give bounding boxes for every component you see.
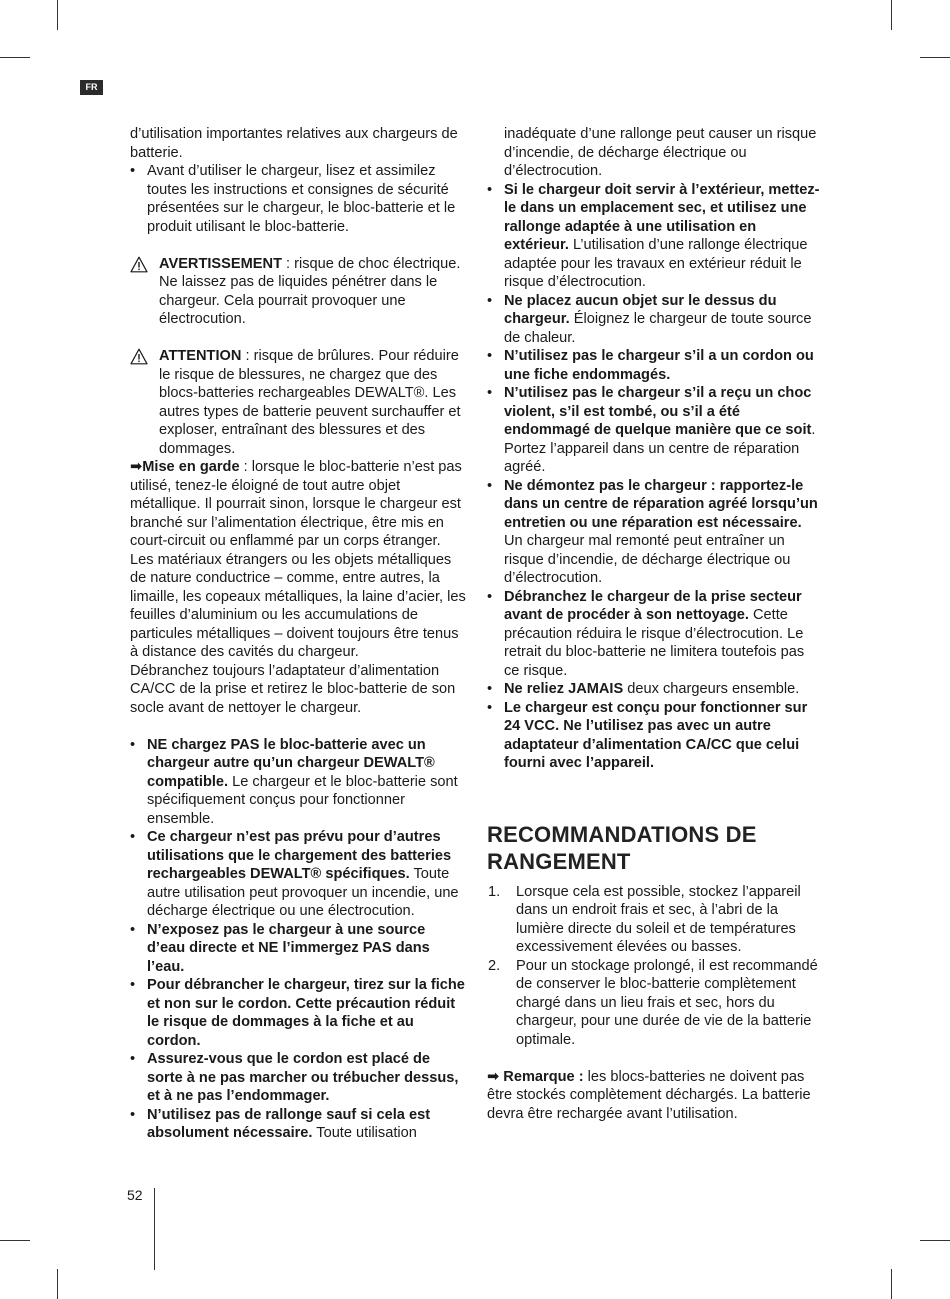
warning-triangle-icon bbox=[130, 256, 148, 273]
list-number: 2. bbox=[488, 957, 501, 974]
note-text: les blocs-batteries ne doivent pas être stockés complètement déchargés. La batterie devra être rechargée avant l’utilisation. bbox=[487, 1068, 811, 1122]
list-item-bold: Ne placez aucun objet sur le dessus du chargeur. bbox=[504, 292, 777, 327]
safety-bullet-list-continued bbox=[487, 181, 823, 773]
list-item-text: Pour un stockage prolongé, il est recommandé de conserver le bloc-batterie complètement chargé dans un lieu frais et sec, hors du chargeur, pour une durée de vie de la batterie optimale. bbox=[516, 957, 818, 1048]
intro-paragraph: d’utilisation importantes relatives aux chargeurs de batterie. bbox=[130, 126, 458, 161]
list-item-bold: NE chargez PAS le bloc-batterie avec un chargeur autre qu’un chargeur DEWALT® compatible. bbox=[147, 736, 435, 790]
list-item-text: Toute autre utilisation peut provoquer un incendie, une décharge électrique ou une électrocution. bbox=[147, 866, 459, 919]
storage-heading: RECOMMANDATIONS DE RANGEMENT bbox=[487, 821, 757, 874]
unplug-paragraph: Débranchez toujours l’adaptateur d’alimentation CA/CC de la prise et retirez le bloc-batterie de son socle avant de nettoyer le chargeur. bbox=[130, 662, 456, 716]
list-item bbox=[487, 181, 823, 292]
caution-label: ATTENTION bbox=[159, 348, 242, 364]
mise-en-garde-label: Mise en garde bbox=[142, 459, 240, 475]
footer-divider bbox=[154, 1188, 155, 1270]
warning-block bbox=[130, 255, 466, 329]
list-item bbox=[487, 957, 823, 1050]
list-item bbox=[487, 699, 823, 773]
list-item-text: Éloignez le chargeur de toute source de chaleur. bbox=[504, 311, 812, 346]
list-item-bold: Pour débrancher le chargeur, tirez sur la fiche et non sur le cordon. Cette précaution réduit le risque de dommages à la fiche et au cordon. bbox=[147, 977, 465, 1049]
list-item-text: Toute utilisation bbox=[312, 1125, 417, 1141]
list-item bbox=[487, 477, 823, 588]
safety-bullet-list bbox=[130, 736, 466, 1143]
list-item bbox=[130, 828, 466, 921]
mise-en-garde-text: : lorsque le bloc-batterie n’est pas utilisé, tenez-le éloigné de tout autre objet métallique. Il pourrait sinon, lorsque le chargeur est branché sur l’alimentation électrique, être mis en court-circuit ou enflammé par un corps étranger. Les matériaux étrangers ou les objets métalliques de nature conductrice – comme, entre autres, la limaille, les copeaux métalliques, la laine d’acier, les feuilles d’aluminium ou les accumulations de particules métalliques – doivent toujours être tenus à distance des cavités du chargeur. bbox=[130, 459, 466, 660]
right-column bbox=[487, 125, 823, 1123]
continued-paragraph: inadéquate d’une rallonge peut causer un risque d’incendie, de décharge électrique ou d’électrocution. bbox=[504, 126, 817, 179]
list-item bbox=[130, 976, 466, 1050]
caution-text: : risque de brûlures. Pour réduire le risque de blessures, ne chargez que des blocs-batteries rechargeables DEWALT®. Les autres types de batterie peuvent surchauffer et exploser, entraînant des blessures et des dommages. bbox=[159, 348, 461, 457]
list-item-bold: Le chargeur est conçu pour fonctionner sur 24 VCC. Ne l’utilisez pas avec un autre adaptateur d’alimentation CA/CC que celui fourni avec l’appareil. bbox=[504, 699, 808, 771]
crop-mark bbox=[920, 57, 950, 58]
list-item bbox=[487, 292, 823, 348]
list-item bbox=[130, 1050, 466, 1106]
list-item-bold: Débranchez le chargeur de la prise secteur avant de procéder à son nettoyage. bbox=[504, 588, 802, 623]
list-item-bold: N’utilisez pas le chargeur s’il a un cordon ou une fiche endommagés. bbox=[504, 348, 814, 383]
left-column bbox=[130, 125, 466, 1143]
warning-text: : risque de choc électrique. Ne laissez pas de liquides pénétrer dans le chargeur. Cela pourrait provoquer une électrocution. bbox=[159, 255, 461, 327]
caution-block bbox=[130, 347, 466, 458]
list-item bbox=[130, 1106, 466, 1143]
list-item-bold: Ne démontez pas le chargeur : rapportez-le dans un centre de réparation agréé lorsqu’un entretien ou une réparation est nécessaire. bbox=[504, 477, 818, 531]
list-item bbox=[487, 680, 823, 699]
list-item-text: Le chargeur et le bloc-batterie sont spécifiquement conçus pour fonctionner ensemble. bbox=[147, 773, 458, 827]
mise-en-garde-paragraph bbox=[130, 458, 466, 662]
list-item bbox=[487, 384, 823, 477]
list-item-bold: Ce chargeur n’est pas prévu pour d’autres utilisations que le chargement des batteries rechargeables DEWALT® spécifiques. bbox=[147, 829, 452, 882]
bullet-list bbox=[130, 162, 466, 236]
list-item: • Avant d’utiliser le chargeur, lisez et assimilez toutes les instructions et consignes de sécurité présentées sur le chargeur, le bloc-batterie et le produit utilisant le bloc-batterie. bbox=[130, 162, 466, 236]
crop-mark bbox=[920, 1240, 950, 1241]
list-item-text: Lorsque cela est possible, stockez l’appareil dans un endroit frais et sec, à l’abri de la lumière directe du soleil et de températures excessivement élevées ou basses. bbox=[516, 883, 801, 955]
warning-triangle-icon bbox=[130, 348, 148, 365]
list-item-text: Cette précaution réduira le risque d’électrocution. Le retrait du bloc-batterie ne limitera toutefois pas ce risque. bbox=[504, 607, 805, 679]
list-item-bold: N’utilisez pas de rallonge sauf si cela est absolument nécessaire. bbox=[147, 1106, 431, 1141]
list-item-bold: N’exposez pas le chargeur à une source d’eau directe et NE l’immergez PAS dans l’eau. bbox=[147, 921, 430, 975]
list-item-text: . Portez l’appareil dans un centre de réparation agréé. bbox=[504, 422, 816, 475]
list-item bbox=[130, 921, 466, 977]
note-paragraph bbox=[487, 1068, 823, 1124]
language-badge: FR bbox=[80, 80, 103, 95]
list-item-text: deux chargeurs ensemble. bbox=[623, 681, 800, 697]
list-item bbox=[487, 347, 823, 384]
crop-mark bbox=[891, 0, 892, 30]
crop-mark bbox=[891, 1269, 892, 1299]
list-item-bold: Ne reliez JAMAIS bbox=[504, 681, 624, 697]
list-item bbox=[130, 736, 466, 829]
list-item-bold: Si le chargeur doit servir à l’extérieur, mettez-le dans un emplacement sec, et utilisez une rallonge adaptée à une utilisation en extérieur. bbox=[504, 181, 820, 253]
list-number: 1. bbox=[488, 883, 501, 900]
list-item bbox=[487, 883, 823, 957]
arrow-right-icon: ➡ bbox=[130, 459, 143, 475]
crop-mark bbox=[57, 1269, 58, 1299]
list-item-bold: N’utilisez pas le chargeur s’il a reçu un choc violent, s’il est tombé, ou s’il a été endommagé de quelque manière que ce soit bbox=[504, 385, 812, 438]
list-item-text: Un chargeur mal remonté peut entraîner un risque d’incendie, de décharge électrique ou d’électrocution. bbox=[504, 533, 791, 586]
storage-list bbox=[487, 883, 823, 1050]
crop-mark bbox=[0, 1240, 30, 1241]
crop-mark bbox=[57, 0, 58, 30]
arrow-right-icon: ➡ bbox=[487, 1068, 504, 1085]
crop-mark bbox=[0, 57, 30, 58]
page-number: 52 bbox=[127, 1187, 143, 1203]
warning-label: AVERTISSEMENT bbox=[159, 255, 282, 272]
note-label: Remarque : bbox=[503, 1068, 584, 1085]
list-item bbox=[487, 588, 823, 681]
list-item-text: L’utilisation d’une rallonge électrique adaptée pour les travaux en extérieur réduit le risque d’électrocution. bbox=[504, 237, 808, 290]
list-item-bold: Assurez-vous que le cordon est placé de sorte à ne pas marcher ou trébucher dessus, et à ne pas l’endommager. bbox=[147, 1051, 459, 1104]
